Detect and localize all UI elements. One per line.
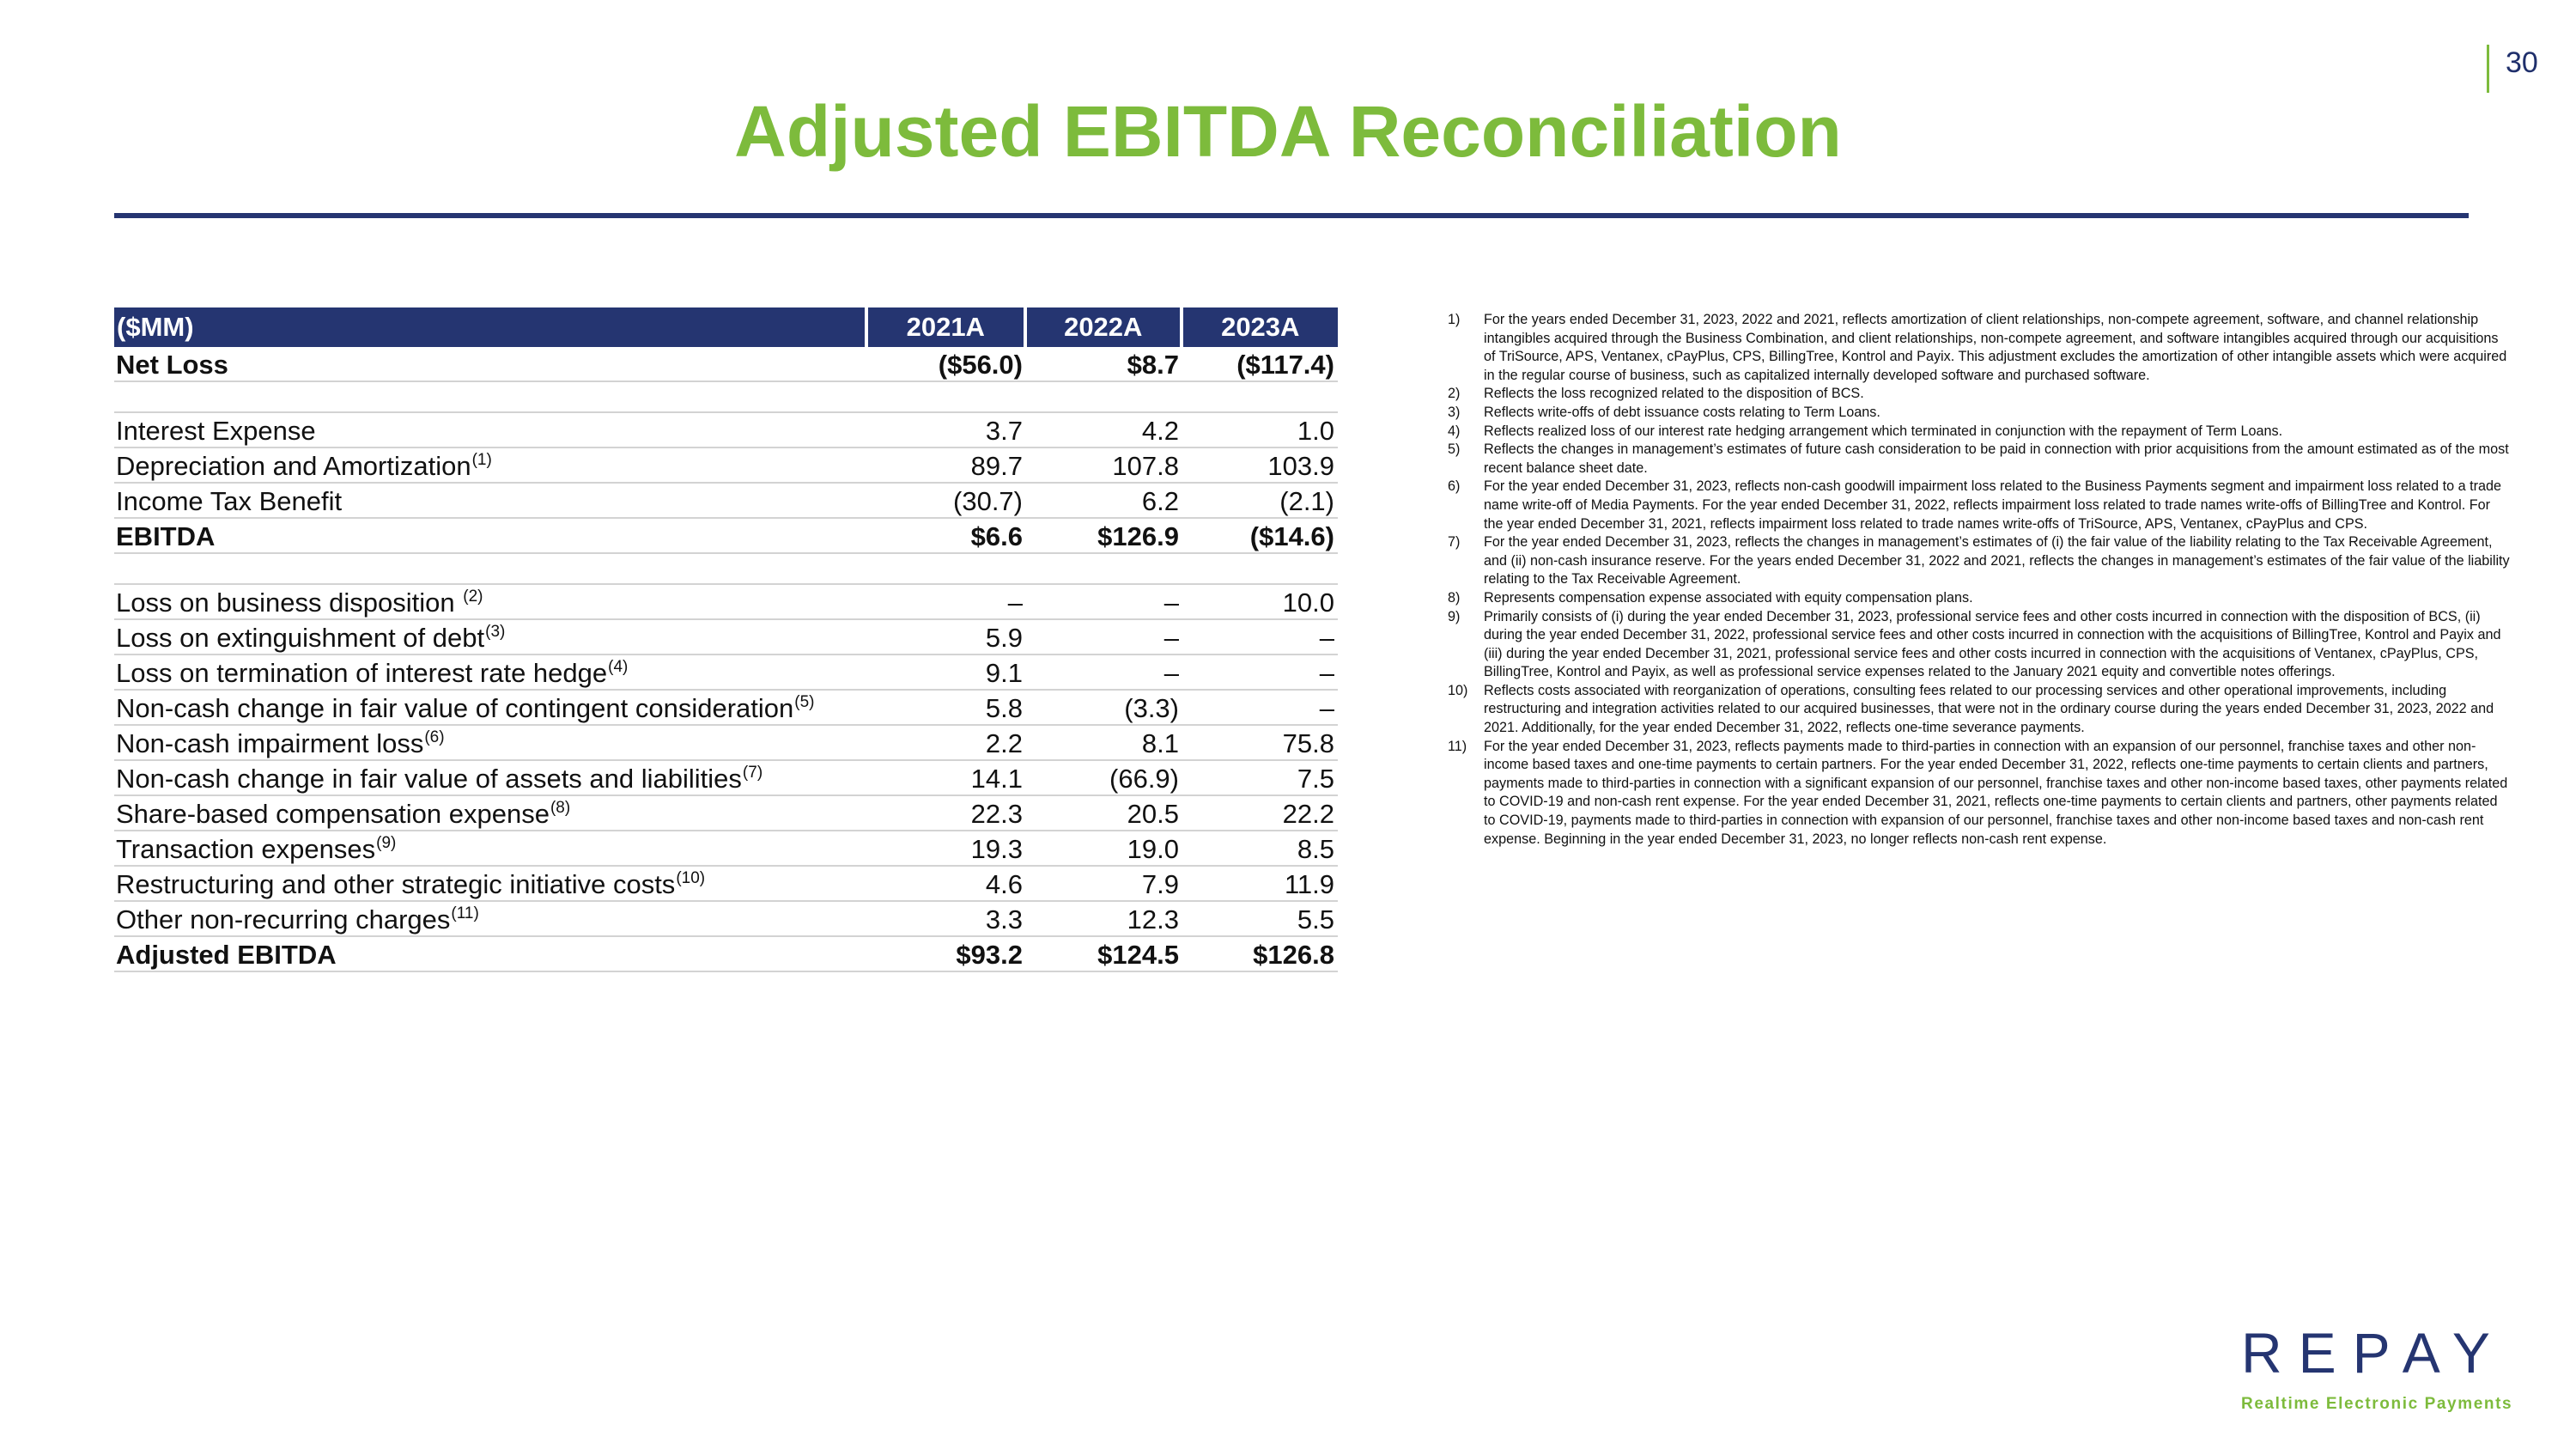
footnote <box>1448 738 2512 849</box>
row-label <box>114 622 866 654</box>
row-value: 10.0 <box>1282 588 1334 618</box>
page-number-divider <box>2487 45 2489 93</box>
header-label: ($MM) <box>114 307 865 347</box>
row-value: 6.2 <box>1141 486 1179 516</box>
row-label-text: Loss on termination of interest rate hedge <box>116 658 608 688</box>
row-value: – <box>1007 588 1023 618</box>
row-value: – <box>1319 623 1334 653</box>
footnote-ref: (7) <box>742 764 763 782</box>
footnote <box>1448 311 2512 385</box>
footnote-number: 7) <box>1448 534 1461 551</box>
row-spacer <box>114 554 1338 585</box>
header-col-2022: 2022A <box>1024 307 1180 347</box>
row-value: – <box>1319 693 1334 723</box>
row-value: 3.7 <box>985 416 1023 446</box>
row-label <box>114 485 866 517</box>
row-value: – <box>1163 588 1179 618</box>
row-value: $93.2 <box>956 940 1023 970</box>
footnote-number: 5) <box>1448 441 1461 458</box>
footnote-ref: (9) <box>376 834 397 852</box>
row-value: 2.2 <box>985 728 1023 758</box>
row-value: – <box>1163 623 1179 653</box>
row-label <box>114 868 866 900</box>
footnote-number: 2) <box>1448 386 1461 402</box>
footnote-number: 11) <box>1448 738 1467 754</box>
footnote-number: 9) <box>1448 608 1461 624</box>
row-value: 1.0 <box>1297 416 1334 446</box>
table-row <box>114 413 1338 448</box>
row-label-text: Loss on extinguishment of debt <box>116 623 485 653</box>
row-label <box>114 521 866 552</box>
row-value: 14.1 <box>970 764 1023 794</box>
row-label <box>114 833 866 865</box>
row-value: (66.9) <box>1109 764 1179 794</box>
row-label-text: Share-based compensation expense <box>116 799 550 829</box>
table-row <box>114 691 1338 726</box>
row-label-text: Net Loss <box>116 350 228 380</box>
footnote-text: For the year ended December 31, 2023, reflects payments made to third-parties in connection with an expansion of our personnel, franchise taxes and other non-income based taxes and one-time payments to certain partners. For the year ended December 31, 2022, reflects one-time payments to certain clients and partners, payments made to third-parties in connection with a significant expansion of our personnel, franchise taxes and other non-income based taxes, other payments related to COVID-19 and non-cash rent expense. For the year ended December 31, 2021, reflects one-time payments to certain clients and partners, other payments related to COVID-19, payments made to third-parties in connection with expansion of our personnel, franchise taxes and other non-income based taxes and non-cash rent expense. Beginning in the year ended December 31, 2023, no longer reflects non-cash rent expense. <box>1484 738 2508 847</box>
row-label <box>114 587 866 618</box>
row-value: 7.9 <box>1141 869 1179 899</box>
footnote-text: Reflects the loss recognized related to the disposition of BCS. <box>1484 386 1864 402</box>
row-spacer <box>114 382 1338 413</box>
footnote-ref: (2) <box>463 588 483 606</box>
header-col-2023: 2023A <box>1180 307 1338 347</box>
table-row <box>114 761 1338 796</box>
footnote-text: Represents compensation expense associated with equity compensation plans. <box>1484 589 1973 606</box>
page-number: 30 <box>2506 46 2538 79</box>
row-value: 7.5 <box>1297 764 1334 794</box>
footnote-ref: (11) <box>451 904 479 922</box>
title-rule <box>114 213 2469 218</box>
table-row <box>114 484 1338 519</box>
row-label-text: Non-cash change in fair value of contingent consideration <box>116 693 794 723</box>
table-row <box>114 655 1338 691</box>
footnote <box>1448 441 2512 478</box>
footnote-number: 1) <box>1448 312 1461 327</box>
footnote-number: 3) <box>1448 404 1461 420</box>
row-value: $124.5 <box>1097 940 1179 970</box>
footnote <box>1448 682 2512 738</box>
table-row <box>114 831 1338 867</box>
row-label <box>114 692 866 724</box>
footnote <box>1448 423 2512 441</box>
row-value: 11.9 <box>1284 869 1334 899</box>
footnote-text: Reflects costs associated with reorganization of operations, consulting fees related to our processing services and other operational improvements, including restructuring and integration activities related to our acquired businesses, that were not in the ordinary course during the years ended December 31, 2023, 2022 and 2021. Additionally, for the year ended December 31, 2022, reflects one-time severance payments. <box>1484 682 2494 736</box>
row-value: $8.7 <box>1127 350 1179 380</box>
row-value: 19.3 <box>970 834 1023 864</box>
row-label-text: Interest Expense <box>116 416 316 446</box>
row-value: 8.1 <box>1141 728 1179 758</box>
table-body <box>114 347 1338 972</box>
row-label-text: Non-cash impairment loss <box>116 728 424 758</box>
footnote-ref: (6) <box>424 728 445 746</box>
table-row <box>114 796 1338 831</box>
row-value: 5.8 <box>985 693 1023 723</box>
table-row <box>114 519 1338 554</box>
row-value: 19.0 <box>1127 834 1179 864</box>
row-value: $6.6 <box>970 521 1023 551</box>
footnote-number: 4) <box>1448 423 1461 439</box>
row-value: (3.3) <box>1124 693 1179 723</box>
repay-logo <box>2241 1323 2537 1414</box>
row-value: 103.9 <box>1267 451 1334 481</box>
table-header <box>114 307 1338 347</box>
row-label <box>114 798 866 830</box>
row-value: (30.7) <box>953 486 1023 516</box>
row-label <box>114 657 866 689</box>
row-label <box>114 728 866 759</box>
footnote-number: 6) <box>1448 478 1461 495</box>
row-value: 8.5 <box>1297 834 1334 864</box>
row-value: 107.8 <box>1112 451 1179 481</box>
row-label-text: EBITDA <box>116 521 216 551</box>
row-value: 22.3 <box>970 799 1023 829</box>
row-value: ($117.4) <box>1236 350 1334 380</box>
footnote <box>1448 385 2512 404</box>
table-row <box>114 448 1338 484</box>
row-value: 75.8 <box>1282 728 1334 758</box>
row-value: 89.7 <box>970 451 1023 481</box>
row-value: 4.2 <box>1141 416 1179 446</box>
row-value: 20.5 <box>1127 799 1179 829</box>
row-value: 5.5 <box>1297 904 1334 935</box>
row-label-text: Other non-recurring charges <box>116 904 451 935</box>
footnote-ref: (3) <box>485 623 506 641</box>
row-value: 5.9 <box>985 623 1023 653</box>
row-value: ($56.0) <box>938 350 1023 380</box>
footnote <box>1448 533 2512 589</box>
table-row <box>114 620 1338 655</box>
table-row <box>114 937 1338 972</box>
footnote-ref: (8) <box>550 799 571 817</box>
row-label <box>114 349 866 381</box>
row-value: – <box>1319 658 1334 688</box>
footnote-ref: (1) <box>471 451 492 469</box>
row-value: 12.3 <box>1127 904 1179 935</box>
table-row <box>114 902 1338 937</box>
header-col-2021: 2021A <box>865 307 1024 347</box>
footnote <box>1448 404 2512 423</box>
footnote-text: Reflects the changes in management’s estimates of future cash consideration to be paid in connection with prior acquisitions from the amount estimated as of the most recent balance sheet date. <box>1484 441 2509 476</box>
row-label <box>114 450 866 482</box>
footnote-ref: (4) <box>608 658 629 676</box>
footnote-ref: (10) <box>676 869 706 887</box>
footnote-ref: (5) <box>794 693 815 711</box>
table-row <box>114 867 1338 902</box>
row-value: 3.3 <box>985 904 1023 935</box>
page-title: Adjusted EBITDA Reconciliation <box>734 91 1842 172</box>
footnote-text: Reflects realized loss of our interest rate hedging arrangement which terminated in conjunction with the repayment of Term Loans. <box>1484 423 2283 439</box>
row-value: – <box>1163 658 1179 688</box>
footnote-text: For the year ended December 31, 2023, reflects the changes in management’s estimates of (i) the fair value of the liability relating to the Tax Receivable Agreement, and (ii) non-cash insurance reserve. For the years ended December 31, 2022 and 2021, reflects the changes in management’s estimates of the fair value of the liability relating to the Tax Receivable Agreement. <box>1484 534 2510 588</box>
row-value: $126.9 <box>1097 521 1179 551</box>
row-label-text: Income Tax Benefit <box>116 486 343 516</box>
footnote-text: For the years ended December 31, 2023, 2022 and 2021, reflects amortization of client relationships, non-compete agreement, software, and channel relationship intangibles acquired through the Business Combination, and client relationships, non-compete agreement, and software intangibles acquired through our acquisitions of TriSource, APS, Ventanex, cPayPlus, CPS, BillingTree, Kontrol and Payix. This adjustment excludes the amortization of other intangible assets which were acquired in the regular course of business, such as capitalized internally developed software and purchased software. <box>1484 312 2507 383</box>
logo-tagline: Realtime Electronic Payments <box>2241 1395 2513 1413</box>
row-value: (2.1) <box>1279 486 1334 516</box>
table-row <box>114 726 1338 761</box>
row-value: 9.1 <box>985 658 1023 688</box>
footnote-number: 8) <box>1448 589 1461 606</box>
row-label <box>114 939 866 971</box>
row-label-text: Transaction expenses <box>116 834 376 864</box>
table-row <box>114 585 1338 620</box>
footnotes <box>1448 311 2512 849</box>
row-value: 4.6 <box>985 869 1023 899</box>
row-label-text: Restructuring and other strategic initiative costs <box>116 869 676 899</box>
row-value: 22.2 <box>1282 799 1334 829</box>
row-label <box>114 415 866 447</box>
row-label-text: Non-cash change in fair value of assets and liabilities <box>116 764 742 794</box>
footnote <box>1448 608 2512 682</box>
table-row <box>114 347 1338 382</box>
logo-wordmark: REPAY <box>2241 1321 2506 1385</box>
row-value: ($14.6) <box>1249 521 1334 551</box>
footnote-text: Primarily consists of (i) during the year ended December 31, 2023, professional service fees and other costs incurred in connection with the disposition of BCS, (ii) during the year ended December 31, 2022, professional service fees and other costs incurred in connection with the acquisitions of BillingTree, Kontrol and Payix and (iii) during the year ended December 31, 2021, professional service fees and other costs incurred in connection with the acquisitions of Ventanex, cPayPlus, CPS, BillingTree, Kontrol and Payix, as well as professional service expenses related to the January 2021 equity and convertible notes offerings. <box>1484 608 2501 680</box>
row-label <box>114 904 866 935</box>
ebitda-table <box>114 307 1338 972</box>
row-label-text: Loss on business disposition <box>116 588 463 618</box>
footnote <box>1448 589 2512 608</box>
row-value: $126.8 <box>1253 940 1334 970</box>
row-label-text: Adjusted EBITDA <box>116 940 337 970</box>
row-label <box>114 763 866 795</box>
footnote-text: For the year ended December 31, 2023, reflects non-cash goodwill impairment loss related to the Business Payments segment and impairment loss related to a trade name write-off of Media Payments. For the year ended December 31, 2022, reflects impairment loss related to trade names write-offs of BillingTree and Kontrol. For the year ended December 31, 2021, reflects impairment loss related to trade names write-offs of TriSource, APS, Ventanex, cPayPlus and CPS. <box>1484 478 2501 532</box>
row-label-text: Depreciation and Amortization <box>116 451 471 481</box>
footnote-number: 10) <box>1448 682 1468 698</box>
footnote-text: Reflects write-offs of debt issuance costs relating to Term Loans. <box>1484 404 1880 420</box>
footnote <box>1448 478 2512 533</box>
